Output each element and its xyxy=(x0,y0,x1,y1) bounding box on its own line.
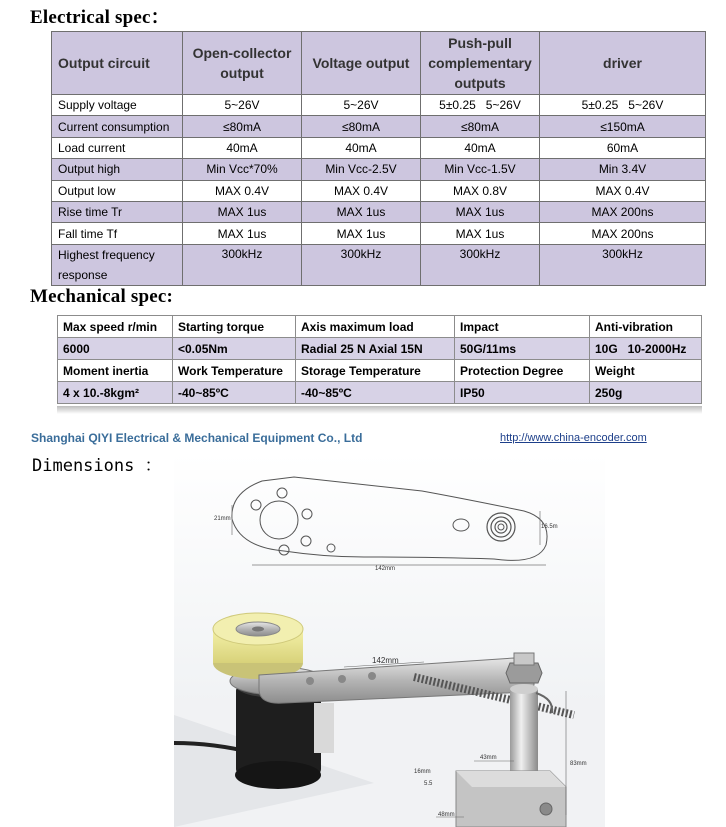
row-label: Load current xyxy=(52,137,183,158)
table-row xyxy=(52,201,706,222)
table-cell: Min Vcc-2.5V xyxy=(302,159,421,180)
mechanical-spec-table xyxy=(57,315,702,404)
table-row xyxy=(52,116,706,137)
header-cell: Voltage output xyxy=(302,32,421,95)
table-row xyxy=(58,382,702,404)
table-shadow xyxy=(57,406,702,414)
table-row xyxy=(52,137,706,158)
header-cell: Output circuit xyxy=(52,32,183,95)
table-cell: ≤80mA xyxy=(421,116,540,137)
row-label: Highest frequency response xyxy=(52,244,183,285)
company-name: Shanghai QIYI Electrical & Mechanical Equipment Co., Ltd xyxy=(31,431,363,445)
dimension-label: 142mm xyxy=(372,656,399,665)
table-row xyxy=(52,223,706,244)
table-cell: 300kHz xyxy=(540,244,706,285)
table-row xyxy=(52,95,706,116)
dimension-figure xyxy=(174,453,605,827)
row-label: Output low xyxy=(52,180,183,201)
dimension-label: 16mm xyxy=(414,769,431,775)
table-row xyxy=(58,360,702,382)
table-cell: MAX 0.8V xyxy=(421,180,540,201)
table-cell: Max speed r/min xyxy=(58,316,173,338)
dimension-label: 16.5m xyxy=(541,524,558,530)
table-row xyxy=(52,244,706,285)
header-cell: driver xyxy=(540,32,706,95)
table-cell: 4 x 10.-8kgm² xyxy=(58,382,173,404)
table-cell: Protection Degree xyxy=(455,360,590,382)
dimension-label: 142mm xyxy=(375,566,396,572)
table-row xyxy=(52,159,706,180)
mechanical-spec-heading: Mechanical spec: xyxy=(30,286,174,307)
table-cell: Axis maximum load xyxy=(296,316,455,338)
dimension-label: 5.5 xyxy=(424,781,433,787)
table-row xyxy=(58,338,702,360)
table-cell: 10G 10-2000Hz xyxy=(590,338,702,360)
table-cell: MAX 0.4V xyxy=(540,180,706,201)
table-cell: Work Temperature xyxy=(173,360,296,382)
table-cell: MAX 1us xyxy=(302,201,421,222)
table-cell: Min Vcc-1.5V xyxy=(421,159,540,180)
row-label: Fall time Tf xyxy=(52,223,183,244)
table-cell: 40mA xyxy=(421,137,540,158)
table-cell: 250g xyxy=(590,382,702,404)
table-cell: Moment inertia xyxy=(58,360,173,382)
dimension-label: 21mm xyxy=(214,516,231,522)
table-cell: Min Vcc*70% xyxy=(183,159,302,180)
row-label: Output high xyxy=(52,159,183,180)
header-cell: Push-pull complementary outputs xyxy=(421,32,540,95)
website-link[interactable]: http://www.china-encoder.com xyxy=(500,432,647,444)
table-row xyxy=(58,316,702,338)
table-cell: Min 3.4V xyxy=(540,159,706,180)
table-cell: ≤80mA xyxy=(183,116,302,137)
table-cell: Anti-vibration xyxy=(590,316,702,338)
table-cell: MAX 200ns xyxy=(540,223,706,244)
table-cell: Impact xyxy=(455,316,590,338)
table-cell: MAX 1us xyxy=(183,223,302,244)
table-cell: Starting torque xyxy=(173,316,296,338)
table-cell: 5±0.25 5~26V xyxy=(421,95,540,116)
row-label: Rise time Tr xyxy=(52,201,183,222)
table-cell: Radial 25 N Axial 15N xyxy=(296,338,455,360)
table-cell: 300kHz xyxy=(302,244,421,285)
table-cell: ≤150mA xyxy=(540,116,706,137)
table-cell: 50G/11ms xyxy=(455,338,590,360)
table-cell: 40mA xyxy=(183,137,302,158)
table-cell: -40~85ºC xyxy=(296,382,455,404)
dimensions-heading: Dimensions ： xyxy=(32,456,162,476)
table-cell: <0.05Nm xyxy=(173,338,296,360)
electrical-spec-table xyxy=(51,31,706,286)
table-row xyxy=(52,180,706,201)
table-cell: 300kHz xyxy=(183,244,302,285)
table-cell: 40mA xyxy=(302,137,421,158)
table-cell: MAX 1us xyxy=(183,201,302,222)
table-cell: MAX 1us xyxy=(302,223,421,244)
electrical-spec-heading: Electrical spec： xyxy=(30,7,170,28)
table-cell: 5~26V xyxy=(183,95,302,116)
table-cell: MAX 0.4V xyxy=(302,180,421,201)
row-label: Current consumption xyxy=(52,116,183,137)
table-cell: 60mA xyxy=(540,137,706,158)
table-cell: MAX 200ns xyxy=(540,201,706,222)
dimension-label: 43mm xyxy=(480,755,497,761)
table-cell: 5±0.25 5~26V xyxy=(540,95,706,116)
table-cell: ≤80mA xyxy=(302,116,421,137)
dimension-label: 83mm xyxy=(570,761,587,767)
table-header-row xyxy=(52,32,706,95)
table-cell: IP50 xyxy=(455,382,590,404)
table-cell: MAX 1us xyxy=(421,201,540,222)
row-label: Supply voltage xyxy=(52,95,183,116)
table-cell: 6000 xyxy=(58,338,173,360)
table-cell: 5~26V xyxy=(302,95,421,116)
table-cell: 300kHz xyxy=(421,244,540,285)
table-cell: MAX 1us xyxy=(421,223,540,244)
table-cell: -40~85ºC xyxy=(173,382,296,404)
dimension-label: 48mm xyxy=(438,812,455,818)
table-cell: MAX 0.4V xyxy=(183,180,302,201)
header-cell: Open-collector output xyxy=(183,32,302,95)
table-cell: Storage Temperature xyxy=(296,360,455,382)
table-cell: Weight xyxy=(590,360,702,382)
